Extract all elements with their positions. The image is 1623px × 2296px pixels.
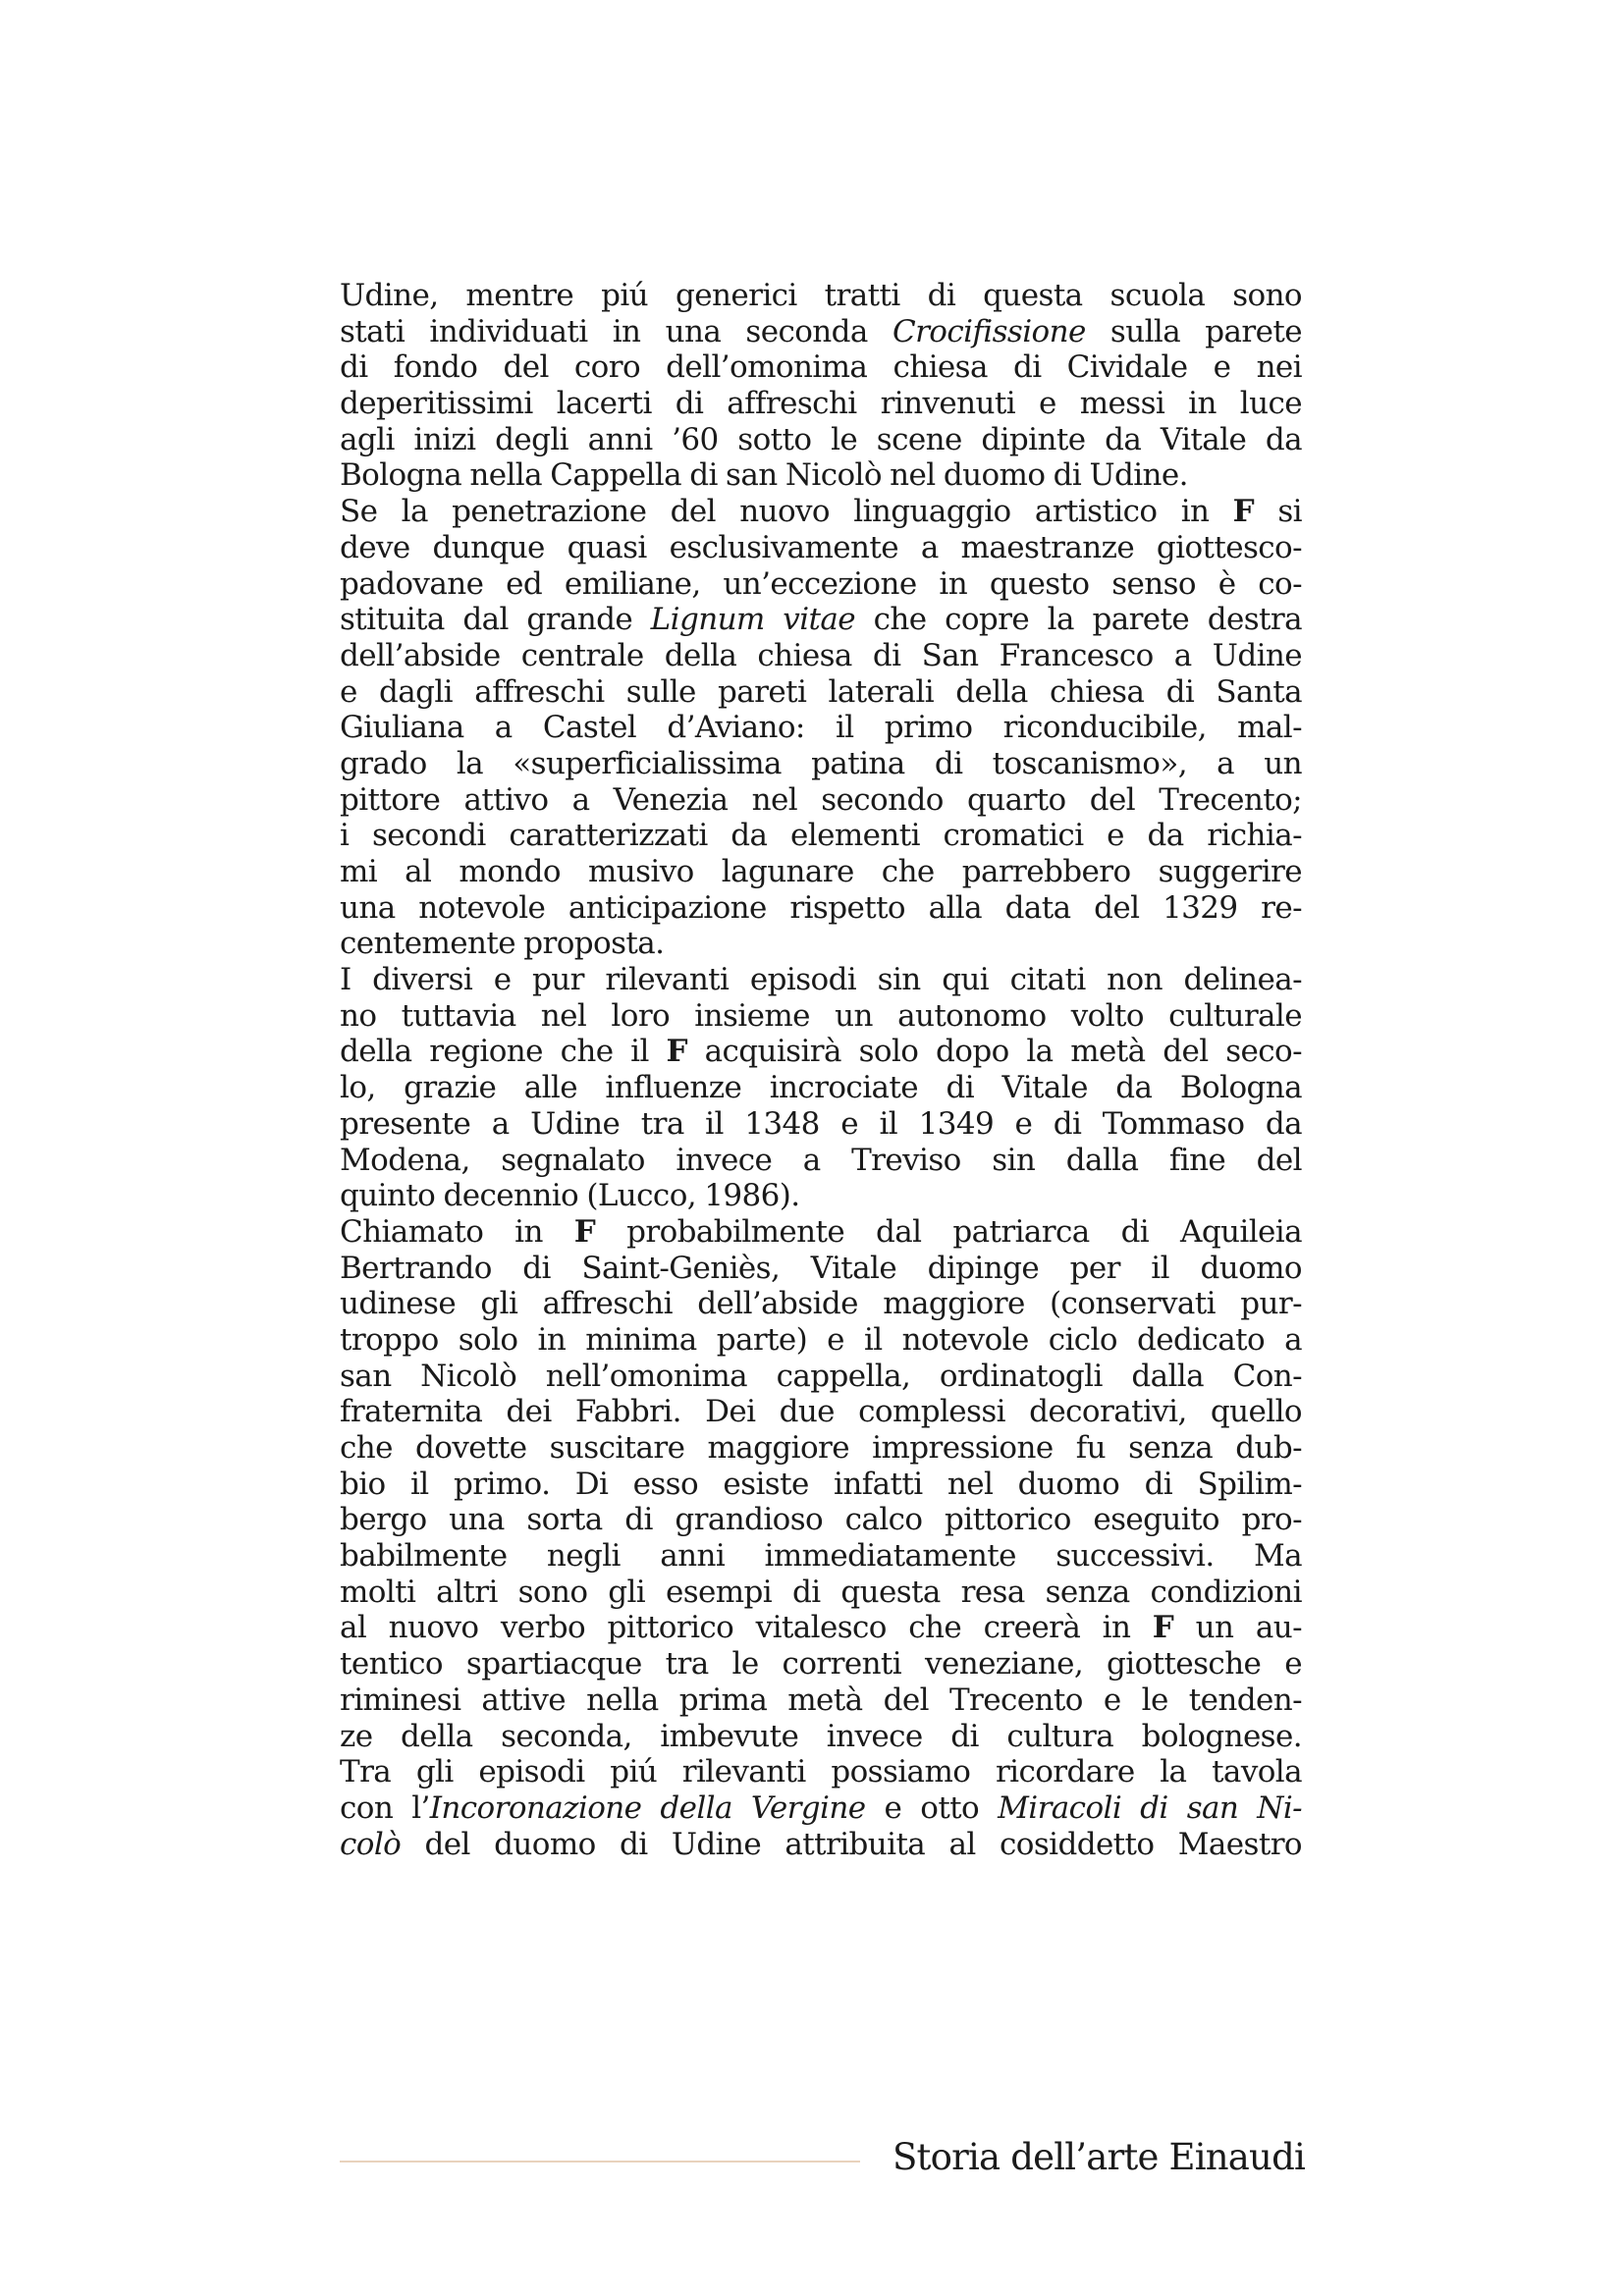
text-line: Chiamato in F probabilmente dal patriarca di Aquileia <box>340 1213 1302 1250</box>
region-abbrev: F <box>666 1034 687 1070</box>
italic-title: Crocifissione <box>892 313 1086 349</box>
text-line: e dagli affreschi sulle pareti laterali della chiesa di Santa <box>340 673 1302 710</box>
region-abbrev: F <box>573 1213 596 1250</box>
italic-title: Lignum vitae <box>650 602 856 638</box>
text-line: deperitissimi lacerti di affreschi rinvenuti e messi in luce <box>340 386 1302 422</box>
text-line: deve dunque quasi esclusivamente a maestranze giottesco- <box>340 529 1302 565</box>
text-line: san Nicolò nell’omonima cappella, ordinatogli dalla Con- <box>340 1358 1302 1394</box>
text-line: udinese gli affreschi dell’abside maggiore (conservati pur- <box>340 1286 1302 1322</box>
text-line: che dovette suscitare maggiore impressione fu senza dub- <box>340 1430 1302 1466</box>
text-line: riminesi attive nella prima metà del Trecento e le tenden- <box>340 1682 1302 1718</box>
text-line: i secondi caratterizzati da elementi cromatici e da richia- <box>340 818 1302 854</box>
text-line: babilmente negli anni immediatamente successivi. Ma <box>340 1538 1302 1575</box>
text-line: bio il primo. Di esso esiste infatti nel duomo di Spilim- <box>340 1466 1302 1502</box>
text-line: Giuliana a Castel d’Aviano: il primo riconducibile, mal- <box>340 710 1302 746</box>
text-line: colò del duomo di Udine attribuita al cosiddetto Maestro <box>340 1826 1302 1862</box>
text-line: centemente proposta. <box>340 926 665 962</box>
text-line: grado la «superficialissima patina di toscanismo», a un <box>340 745 1302 781</box>
text-line: Udine, mentre piú generici tratti di questa scuola sono <box>340 278 1302 313</box>
text-line: lo, grazie alle influenze incrociate di Vitale da Bologna <box>340 1070 1302 1106</box>
region-abbrev: F <box>1232 494 1255 530</box>
footer-rule <box>340 2161 860 2163</box>
text-line: agli inizi degli anni ’60 sotto le scene dipinte da Vitale da <box>340 421 1302 457</box>
text-line: della regione che il F acquisirà solo dopo la metà del seco- <box>340 1034 1302 1070</box>
text-line: una notevole anticipazione rispetto alla data del 1329 re- <box>340 889 1302 926</box>
text-line: al nuovo verbo pittorico vitalesco che creerà in F un au- <box>340 1610 1302 1646</box>
text-line: bergo una sorta di grandioso calco pittorico eseguito pro- <box>340 1502 1302 1538</box>
text-line: mi al mondo musivo lagunare che parrebbero suggerire <box>340 854 1302 889</box>
text-line: con l’Incoronazione della Vergine e otto Miracoli di san Ni- <box>340 1789 1303 1826</box>
text-line: Bologna nella Cappella di san Nicolò nel duomo di Udine. <box>340 457 1188 494</box>
italic-title: colò <box>340 1826 402 1862</box>
text-line: molti altri sono gli esempi di questa resa senza condizioni <box>340 1574 1302 1610</box>
text-line: Tra gli episodi piú rilevanti possiamo ricordare la tavola <box>340 1754 1302 1790</box>
text-line: padovane ed emiliane, un’eccezione in questo senso è co- <box>340 565 1302 602</box>
text-line: stituita dal grande Lignum vitae che copre la parete destra <box>340 602 1302 638</box>
italic-title: Incoronazione della Vergine <box>429 1789 866 1826</box>
text-line: troppo solo in minima parte) e il notevole ciclo dedicato a <box>340 1321 1302 1358</box>
footer-title: Storia dell’arte Einaudi <box>893 2136 1305 2178</box>
text-line: tentico spartiacque tra le correnti veneziane, giottesche e <box>340 1646 1302 1682</box>
text-line: di fondo del coro dell’omonima chiesa di Cividale e nei <box>340 349 1302 386</box>
text-line: Bertrando di Saint-Geniès, Vitale dipinge per il duomo <box>340 1250 1302 1286</box>
text-line: presente a Udine tra il 1348 e il 1349 e di Tommaso da <box>340 1105 1302 1142</box>
region-abbrev: F <box>1152 1610 1174 1646</box>
text-line: no tuttavia nel loro insieme un autonomo volto culturale <box>340 997 1302 1034</box>
text-line: stati individuati in una seconda Crocifissione sulla parete <box>340 313 1302 349</box>
text-line: quinto decennio (Lucco, 1986). <box>340 1178 800 1214</box>
italic-title: Miracoli di san Ni- <box>998 1789 1303 1826</box>
text-line: dell’abside centrale della chiesa di San Francesco a Udine <box>340 637 1302 673</box>
text-line: ze della seconda, imbevute invece di cultura bolognese. <box>340 1718 1302 1754</box>
text-line: pittore attivo a Venezia nel secondo quarto del Trecento; <box>340 781 1302 818</box>
text-line: Modena, segnalato invece a Treviso sin dalla fine del <box>340 1142 1302 1178</box>
text-line: Se la penetrazione del nuovo linguaggio artistico in F si <box>340 494 1302 530</box>
text-line: fraternita dei Fabbri. Dei due complessi decorativi, quello <box>340 1394 1302 1430</box>
body-text <box>340 278 1302 1862</box>
text-line: I diversi e pur rilevanti episodi sin qui citati non delinea- <box>340 962 1302 998</box>
